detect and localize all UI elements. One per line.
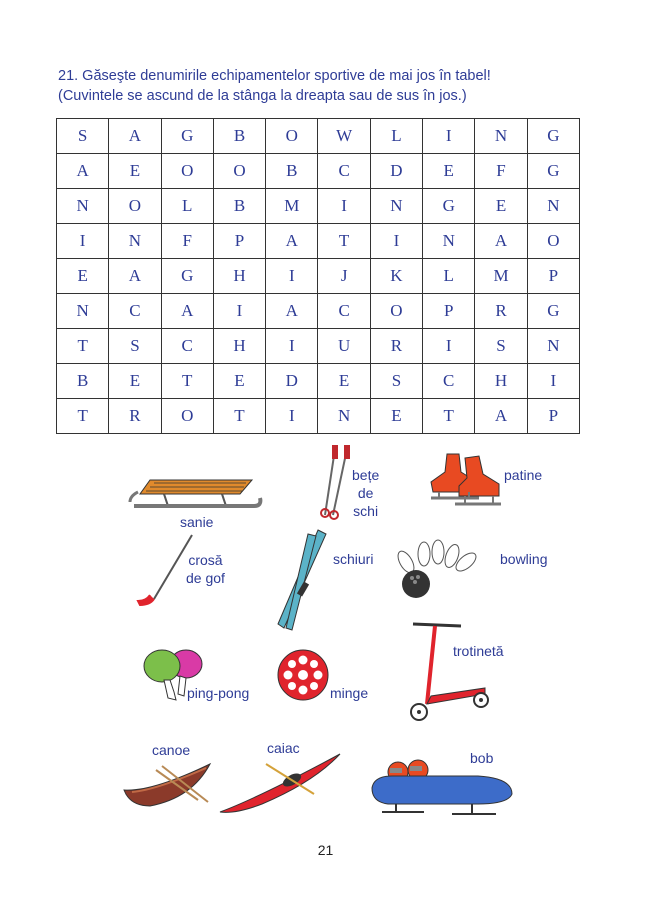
label-bob: bob: [470, 750, 494, 766]
grid-cell: I: [423, 119, 475, 154]
word-search-grid: [56, 118, 580, 434]
kayak-illustration: [218, 752, 342, 816]
instruction-line-1: 21. Găseşte denumirile echipamentelor sportive de mai jos în tabel!: [58, 68, 491, 84]
grid-cell: R: [109, 399, 161, 434]
grid-row: [57, 154, 580, 189]
grid-cell: B: [213, 189, 265, 224]
grid-cell: N: [527, 189, 579, 224]
grid-row: [57, 259, 580, 294]
grid-cell: D: [266, 364, 318, 399]
grid-row: [57, 119, 580, 154]
label-bete-de-schi: bețe de schi: [352, 467, 380, 519]
skates-illustration: [425, 452, 505, 520]
ball-illustration: [276, 648, 330, 702]
grid-cell: G: [527, 294, 579, 329]
grid-cell: N: [57, 294, 109, 329]
grid-cell: O: [161, 154, 213, 189]
grid-cell: B: [266, 154, 318, 189]
grid-cell: T: [57, 329, 109, 364]
grid-cell: B: [213, 119, 265, 154]
grid-cell: S: [475, 329, 527, 364]
bobsleigh-illustration: [368, 752, 516, 822]
grid-cell: G: [527, 154, 579, 189]
label-ping-pong: ping-pong: [187, 685, 250, 701]
grid-cell: L: [423, 259, 475, 294]
canoe-illustration: [122, 760, 214, 810]
grid-cell: L: [161, 189, 213, 224]
grid-cell: A: [475, 399, 527, 434]
grid-cell: R: [475, 294, 527, 329]
page-number: 21: [317, 842, 334, 858]
grid-cell: E: [109, 364, 161, 399]
label-trotineta: trotinetă: [453, 643, 504, 659]
grid-cell: J: [318, 259, 370, 294]
grid-cell: E: [475, 189, 527, 224]
grid-cell: G: [423, 189, 475, 224]
grid-row: [57, 364, 580, 399]
grid-cell: N: [370, 189, 422, 224]
skis-illustration: [270, 528, 332, 632]
grid-cell: E: [318, 364, 370, 399]
grid-cell: O: [370, 294, 422, 329]
grid-cell: O: [527, 224, 579, 259]
grid-row: [57, 224, 580, 259]
grid-cell: T: [161, 364, 213, 399]
label-schiuri: schiuri: [333, 551, 374, 567]
grid-cell: N: [57, 189, 109, 224]
grid-cell: S: [109, 329, 161, 364]
grid-cell: F: [475, 154, 527, 189]
grid-cell: E: [370, 399, 422, 434]
grid-cell: I: [266, 399, 318, 434]
grid-cell: R: [370, 329, 422, 364]
grid-cell: N: [527, 329, 579, 364]
grid-cell: N: [423, 224, 475, 259]
grid-cell: F: [161, 224, 213, 259]
label-bowling: bowling: [500, 551, 548, 567]
grid-row: [57, 189, 580, 224]
grid-cell: O: [213, 154, 265, 189]
grid-cell: E: [213, 364, 265, 399]
grid-cell: P: [423, 294, 475, 329]
grid-cell: O: [109, 189, 161, 224]
grid-cell: C: [423, 364, 475, 399]
grid-cell: A: [161, 294, 213, 329]
grid-cell: C: [318, 154, 370, 189]
label-patine: patine: [504, 467, 543, 483]
grid-cell: S: [370, 364, 422, 399]
grid-cell: T: [318, 224, 370, 259]
sled-illustration: [128, 468, 263, 516]
grid-cell: A: [475, 224, 527, 259]
instruction-line-2: (Cuvintele se ascund de la stânga la dreapta sau de sus în jos.): [58, 88, 467, 104]
grid-cell: G: [161, 119, 213, 154]
grid-cell: T: [57, 399, 109, 434]
grid-cell: G: [161, 259, 213, 294]
grid-cell: A: [109, 259, 161, 294]
grid-cell: G: [527, 119, 579, 154]
grid-cell: I: [266, 329, 318, 364]
grid-cell: C: [109, 294, 161, 329]
grid-cell: A: [57, 154, 109, 189]
label-crosa-de-gof: crosă de gof: [186, 552, 225, 586]
grid-cell: P: [527, 259, 579, 294]
grid-cell: I: [370, 224, 422, 259]
grid-row: [57, 294, 580, 329]
grid-cell: M: [475, 259, 527, 294]
label-canoe: canoe: [152, 742, 191, 758]
grid-cell: T: [423, 399, 475, 434]
grid-cell: I: [213, 294, 265, 329]
grid-row: [57, 329, 580, 364]
grid-cell: K: [370, 259, 422, 294]
grid-cell: H: [475, 364, 527, 399]
grid-cell: A: [266, 224, 318, 259]
grid-cell: E: [109, 154, 161, 189]
grid-cell: I: [57, 224, 109, 259]
grid-cell: M: [266, 189, 318, 224]
bowling-illustration: [388, 532, 484, 602]
instructions: [58, 66, 618, 106]
label-minge: minge: [330, 685, 369, 701]
grid-cell: H: [213, 329, 265, 364]
grid-cell: O: [161, 399, 213, 434]
label-sanie: sanie: [180, 514, 214, 530]
grid-cell: P: [527, 399, 579, 434]
grid-cell: U: [318, 329, 370, 364]
grid-cell: I: [318, 189, 370, 224]
grid-cell: N: [475, 119, 527, 154]
grid-cell: I: [266, 259, 318, 294]
grid-cell: A: [109, 119, 161, 154]
grid-cell: B: [57, 364, 109, 399]
grid-cell: E: [423, 154, 475, 189]
scooter-illustration: [405, 618, 495, 724]
grid-cell: D: [370, 154, 422, 189]
grid-cell: C: [161, 329, 213, 364]
grid-row: [57, 399, 580, 434]
grid-cell: A: [266, 294, 318, 329]
grid-cell: I: [423, 329, 475, 364]
grid-cell: N: [109, 224, 161, 259]
grid-cell: E: [57, 259, 109, 294]
grid-cell: L: [370, 119, 422, 154]
grid-cell: C: [318, 294, 370, 329]
grid-cell: P: [213, 224, 265, 259]
label-caiac: caiac: [267, 740, 300, 756]
grid-cell: H: [213, 259, 265, 294]
grid-cell: I: [527, 364, 579, 399]
grid-cell: N: [318, 399, 370, 434]
grid-cell: T: [213, 399, 265, 434]
grid-cell: W: [318, 119, 370, 154]
grid-cell: S: [57, 119, 109, 154]
grid-cell: O: [266, 119, 318, 154]
